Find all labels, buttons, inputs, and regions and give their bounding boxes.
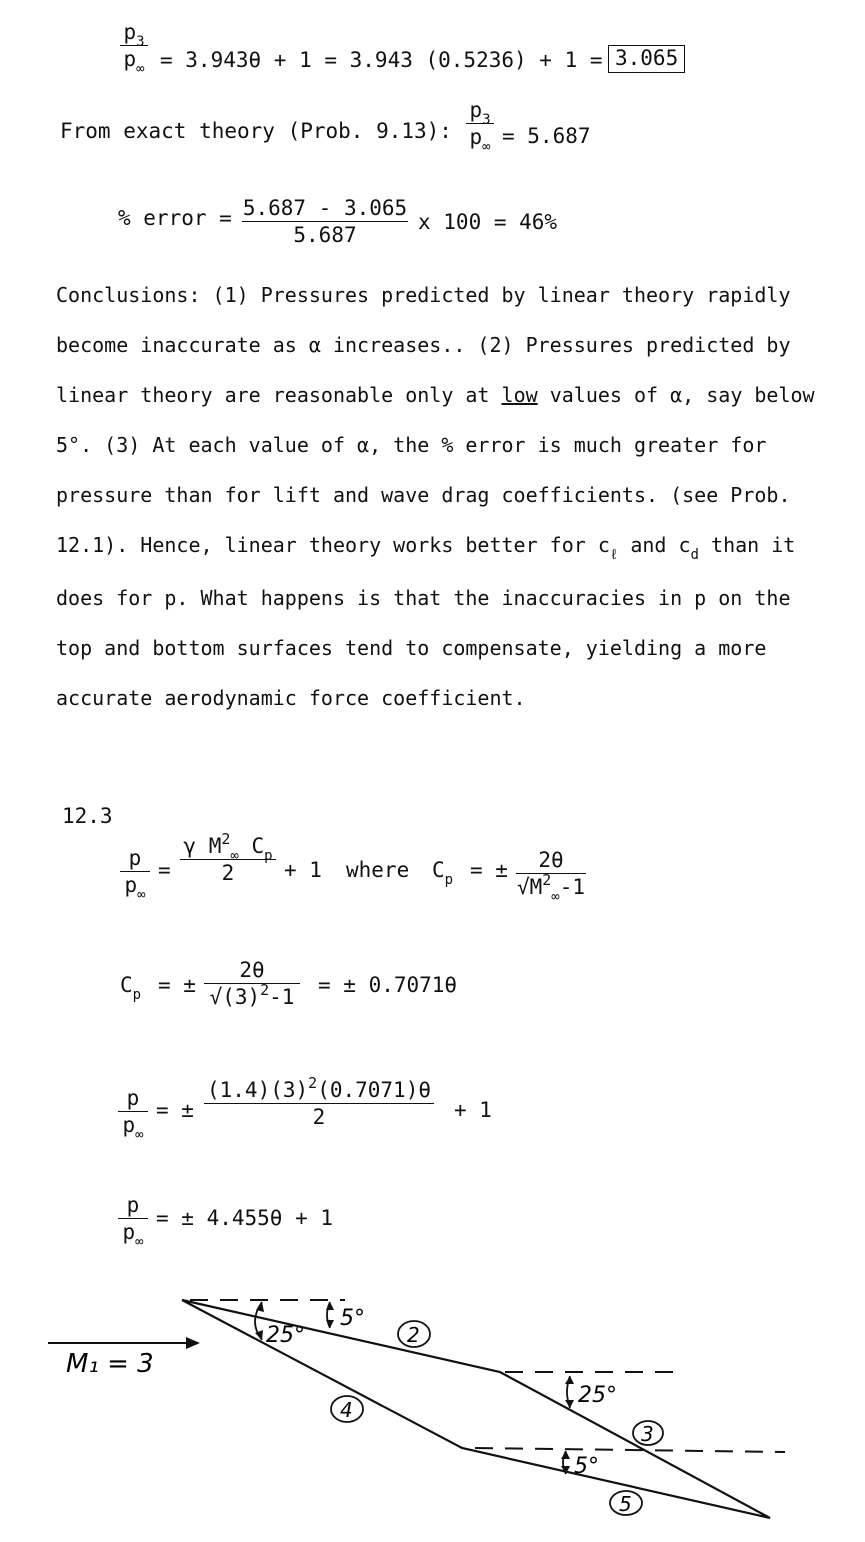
exact-theory-label: From exact theory (Prob. 9.13):	[60, 119, 452, 143]
conclusions-line: 12.1). Hence, linear theory works better for $c_\ell$ and $c_d$ than it	[56, 533, 796, 563]
eqC-lhs-fraction: p $p_\infty$	[118, 1088, 148, 1136]
eqA-where: where	[346, 858, 410, 882]
error-fraction: 5.687 - 3.065 5.687	[242, 196, 408, 247]
freestream-arrow-head	[186, 1337, 200, 1349]
cp-definition-fraction: 2θ $√M^2_\infty-1$	[516, 848, 586, 905]
error-label: % error =	[118, 206, 232, 230]
eqB-rhs: = ± 0.7071θ	[318, 973, 458, 997]
error-rhs: x 100 = 46%	[418, 210, 558, 234]
eqC-plus: + 1	[454, 1098, 492, 1122]
angle-label-25-right: 25°	[578, 1383, 617, 1408]
conclusions-line: Conclusions: (1) Pressures predicted by linear theory rapidly	[56, 283, 791, 307]
eqA-rhs-fraction: γ $M^2_\infty$ $C_p$ 2	[180, 836, 276, 884]
region-4-label: 4	[340, 1398, 353, 1422]
eqB-eq: = ±	[158, 973, 196, 997]
eqC-rhs-fraction: $(1.4)(3)^2(0.7071)\theta$ 2	[204, 1080, 434, 1128]
conclusions-line: pressure than for lift and wave drag coefficients. (see Prob.	[56, 483, 791, 507]
angle-label-25-top: 25°	[266, 1323, 305, 1348]
eq1-rhs: = 3.943θ + 1 = 3.943 (0.5236) + 1 =	[160, 48, 603, 72]
eq1-lhs-fraction: $p_3$ $p_\infty$	[120, 22, 148, 70]
region-2-label: 2	[407, 1323, 420, 1347]
exact-theory-value: = 5.687	[502, 124, 591, 148]
cp-definition-eq: = ±	[470, 858, 508, 882]
angle-label-5-bottom: 5°	[574, 1454, 599, 1479]
dashed-ref-bottom-mid	[475, 1448, 785, 1452]
eqA-lhs-fraction: p $p_\infty$	[120, 848, 150, 896]
cp-definition-lhs: $C_p$	[432, 858, 454, 888]
mach-label: M₁ = 3	[66, 1349, 154, 1379]
conclusions-line: become inaccurate as α increases.. (2) Pressures predicted by	[56, 333, 791, 357]
eqD-lhs-fraction: p $p_\infty$	[118, 1195, 148, 1243]
problem-number: 12.3	[62, 804, 113, 828]
conclusions-line: accurate aerodynamic force coefficient.	[56, 686, 526, 710]
eqD-rhs: = ± 4.455θ + 1	[156, 1206, 334, 1230]
exact-theory-fraction: $p_3$ $p_\infty$	[466, 100, 494, 148]
region-5-label: 5	[619, 1492, 632, 1516]
eqC-eq: = ±	[156, 1098, 194, 1122]
conclusions-line: 5°. (3) At each value of α, the % error is much greater for	[56, 433, 767, 457]
angle-label-5-top: 5°	[340, 1306, 365, 1331]
conclusions-line: linear theory are reasonable only at low values of α, say below	[56, 383, 815, 407]
eqA-plus: + 1	[284, 858, 322, 882]
eq1-result-box: 3.065	[608, 45, 685, 73]
conclusions-line: does for p. What happens is that the inaccuracies in p on the	[56, 586, 791, 610]
region-3-label: 3	[641, 1422, 654, 1446]
conclusions-line: top and bottom surfaces tend to compensate, yielding a more	[56, 636, 767, 660]
eqB-lhs: $C_p$	[120, 973, 142, 1003]
eqB-fraction: 2θ $√(3)^2-1$	[204, 960, 300, 1008]
eqA-equals: =	[158, 858, 171, 882]
